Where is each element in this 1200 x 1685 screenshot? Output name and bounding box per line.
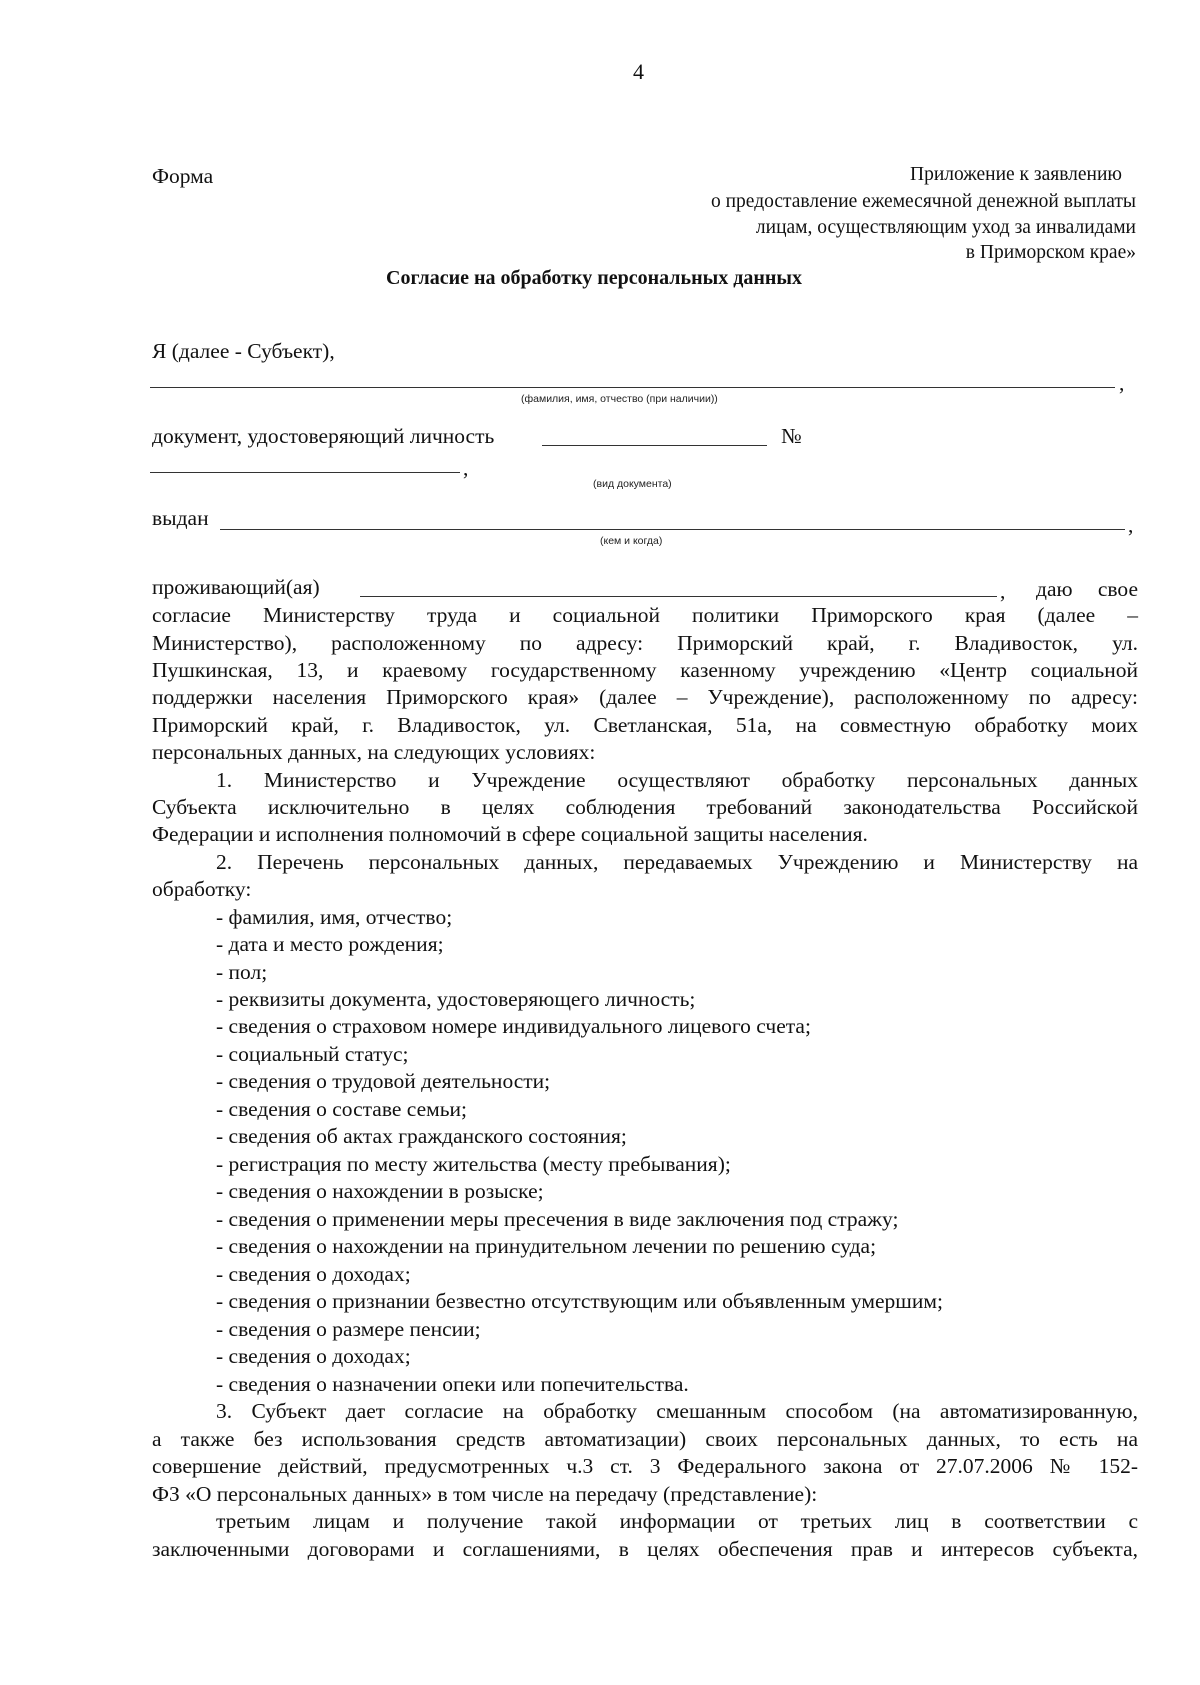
issued-blank-line[interactable] [220, 529, 1125, 530]
list-item: - регистрация по месту жительства (месту пребывания); [216, 1152, 731, 1176]
doc-type-caption: (вид документа) [593, 478, 672, 490]
page-number: 4 [633, 59, 644, 84]
list-item: - сведения о доходах; [216, 1344, 411, 1368]
list-item: - сведения о размере пенсии; [216, 1317, 481, 1341]
residing-blank-line[interactable] [360, 596, 997, 597]
clause-3-line-1: 3. Субъект дает согласие на обработку смешанным способом (на автоматизированную, [216, 1399, 1138, 1423]
clause-3-line-4: ФЗ «О персональных данных» в том числе на передачу (представление): [152, 1482, 818, 1506]
list-item: - сведения о трудовой деятельности; [216, 1069, 551, 1093]
appendix-line-2: о предоставление ежемесячной денежной выплаты [711, 191, 1136, 212]
body-line-1: согласие Министерству труда и социальной политики Приморского края (далее – [152, 603, 1138, 627]
issued-caption: (кем и когда) [600, 535, 663, 547]
number-sign: № [781, 424, 802, 448]
clause-2-line-2: обработку: [152, 877, 252, 901]
clause-1-line-3: Федерации и исполнения полномочий в сфере социальной защиты населения. [152, 822, 868, 846]
list-item: - социальный статус; [216, 1042, 409, 1066]
residing-tail: даю свое [1036, 577, 1138, 601]
body-line-6: персональных данных, на следующих условиях: [152, 740, 596, 764]
body-line-3: Пушкинская, 13, и краевому государственному казенному учреждению «Центр социальной [152, 658, 1138, 682]
issued-label: выдан [152, 506, 209, 530]
list-item: - сведения о нахождении на принудительном лечении по решению суда; [216, 1234, 877, 1258]
body-line-5: Приморский край, г. Владивосток, ул. Светланская, 51а, на совместную обработку моих [152, 713, 1138, 737]
list-item: - сведения о доходах; [216, 1262, 411, 1286]
tail-line-2: заключенными договорами и соглашениями, в целях обеспечения прав и интересов субъекта, [152, 1537, 1138, 1561]
clause-1-line-1: 1. Министерство и Учреждение осуществляют обработку персональных данных [216, 768, 1138, 792]
clause-3-line-3: совершение действий, предусмотренных ч.3 ст. 3 Федерального закона от 27.07.2006 № 152- [152, 1454, 1138, 1478]
list-item: - сведения о страховом номере индивидуального лицевого счета; [216, 1014, 811, 1038]
appendix-line-1: Приложение к заявлению [910, 164, 1122, 185]
list-item: - пол; [216, 960, 268, 984]
list-item: - дата и место рождения; [216, 932, 444, 956]
id-doc-comma: , [463, 456, 469, 480]
subject-intro: Я (далее - Субъект), [152, 339, 335, 363]
id-doc-blank-line[interactable] [542, 445, 767, 446]
list-item: - сведения о назначении опеки или попечительства. [216, 1372, 689, 1396]
appendix-line-3: лицам, осуществляющим уход за инвалидами [755, 217, 1136, 238]
form-label: Форма [152, 164, 214, 188]
tail-line-1: третьим лицам и получение такой информации от третьих лиц в соответствии с [216, 1509, 1138, 1533]
id-doc-number-blank-line[interactable] [150, 472, 460, 473]
clause-3-line-2: а также без использования средств автоматизации) своих персональных данных, то есть на [152, 1427, 1138, 1451]
list-item: - сведения о нахождении в розыске; [216, 1179, 544, 1203]
list-item: - сведения об актах гражданского состояния; [216, 1124, 627, 1148]
body-line-2: Министерство), расположенному по адресу: Приморский край, г. Владивосток, ул. [152, 631, 1138, 655]
issued-comma: , [1128, 513, 1134, 537]
list-item: - сведения о признании безвестно отсутствующим или объявленным умершим; [216, 1289, 943, 1313]
list-item: - реквизиты документа, удостоверяющего личность; [216, 987, 696, 1011]
list-item: - сведения о составе семьи; [216, 1097, 467, 1121]
body-line-4: поддержки населения Приморского края» (далее – Учреждение), расположенному по адресу: [152, 685, 1138, 709]
id-doc-label: документ, удостоверяющий личность [152, 424, 495, 448]
document-title: Согласие на обработку персональных данных [386, 267, 803, 289]
fio-blank-line[interactable] [150, 387, 1115, 388]
fio-caption: (фамилия, имя, отчество (при наличии)) [521, 393, 718, 405]
residing-comma: , [1000, 579, 1006, 603]
list-item: - сведения о применении меры пресечения в виде заключения под стражу; [216, 1207, 899, 1231]
list-item: - фамилия, имя, отчество; [216, 905, 453, 929]
fio-comma: , [1119, 371, 1125, 395]
appendix-line-4: в Приморском крае» [965, 242, 1136, 263]
residing-label: проживающий(ая) [152, 575, 320, 599]
clause-1-line-2: Субъекта исключительно в целях соблюдения требований законодательства Российской [152, 795, 1138, 819]
clause-2-line-1: 2. Перечень персональных данных, передаваемых Учреждению и Министерству на [216, 850, 1138, 874]
